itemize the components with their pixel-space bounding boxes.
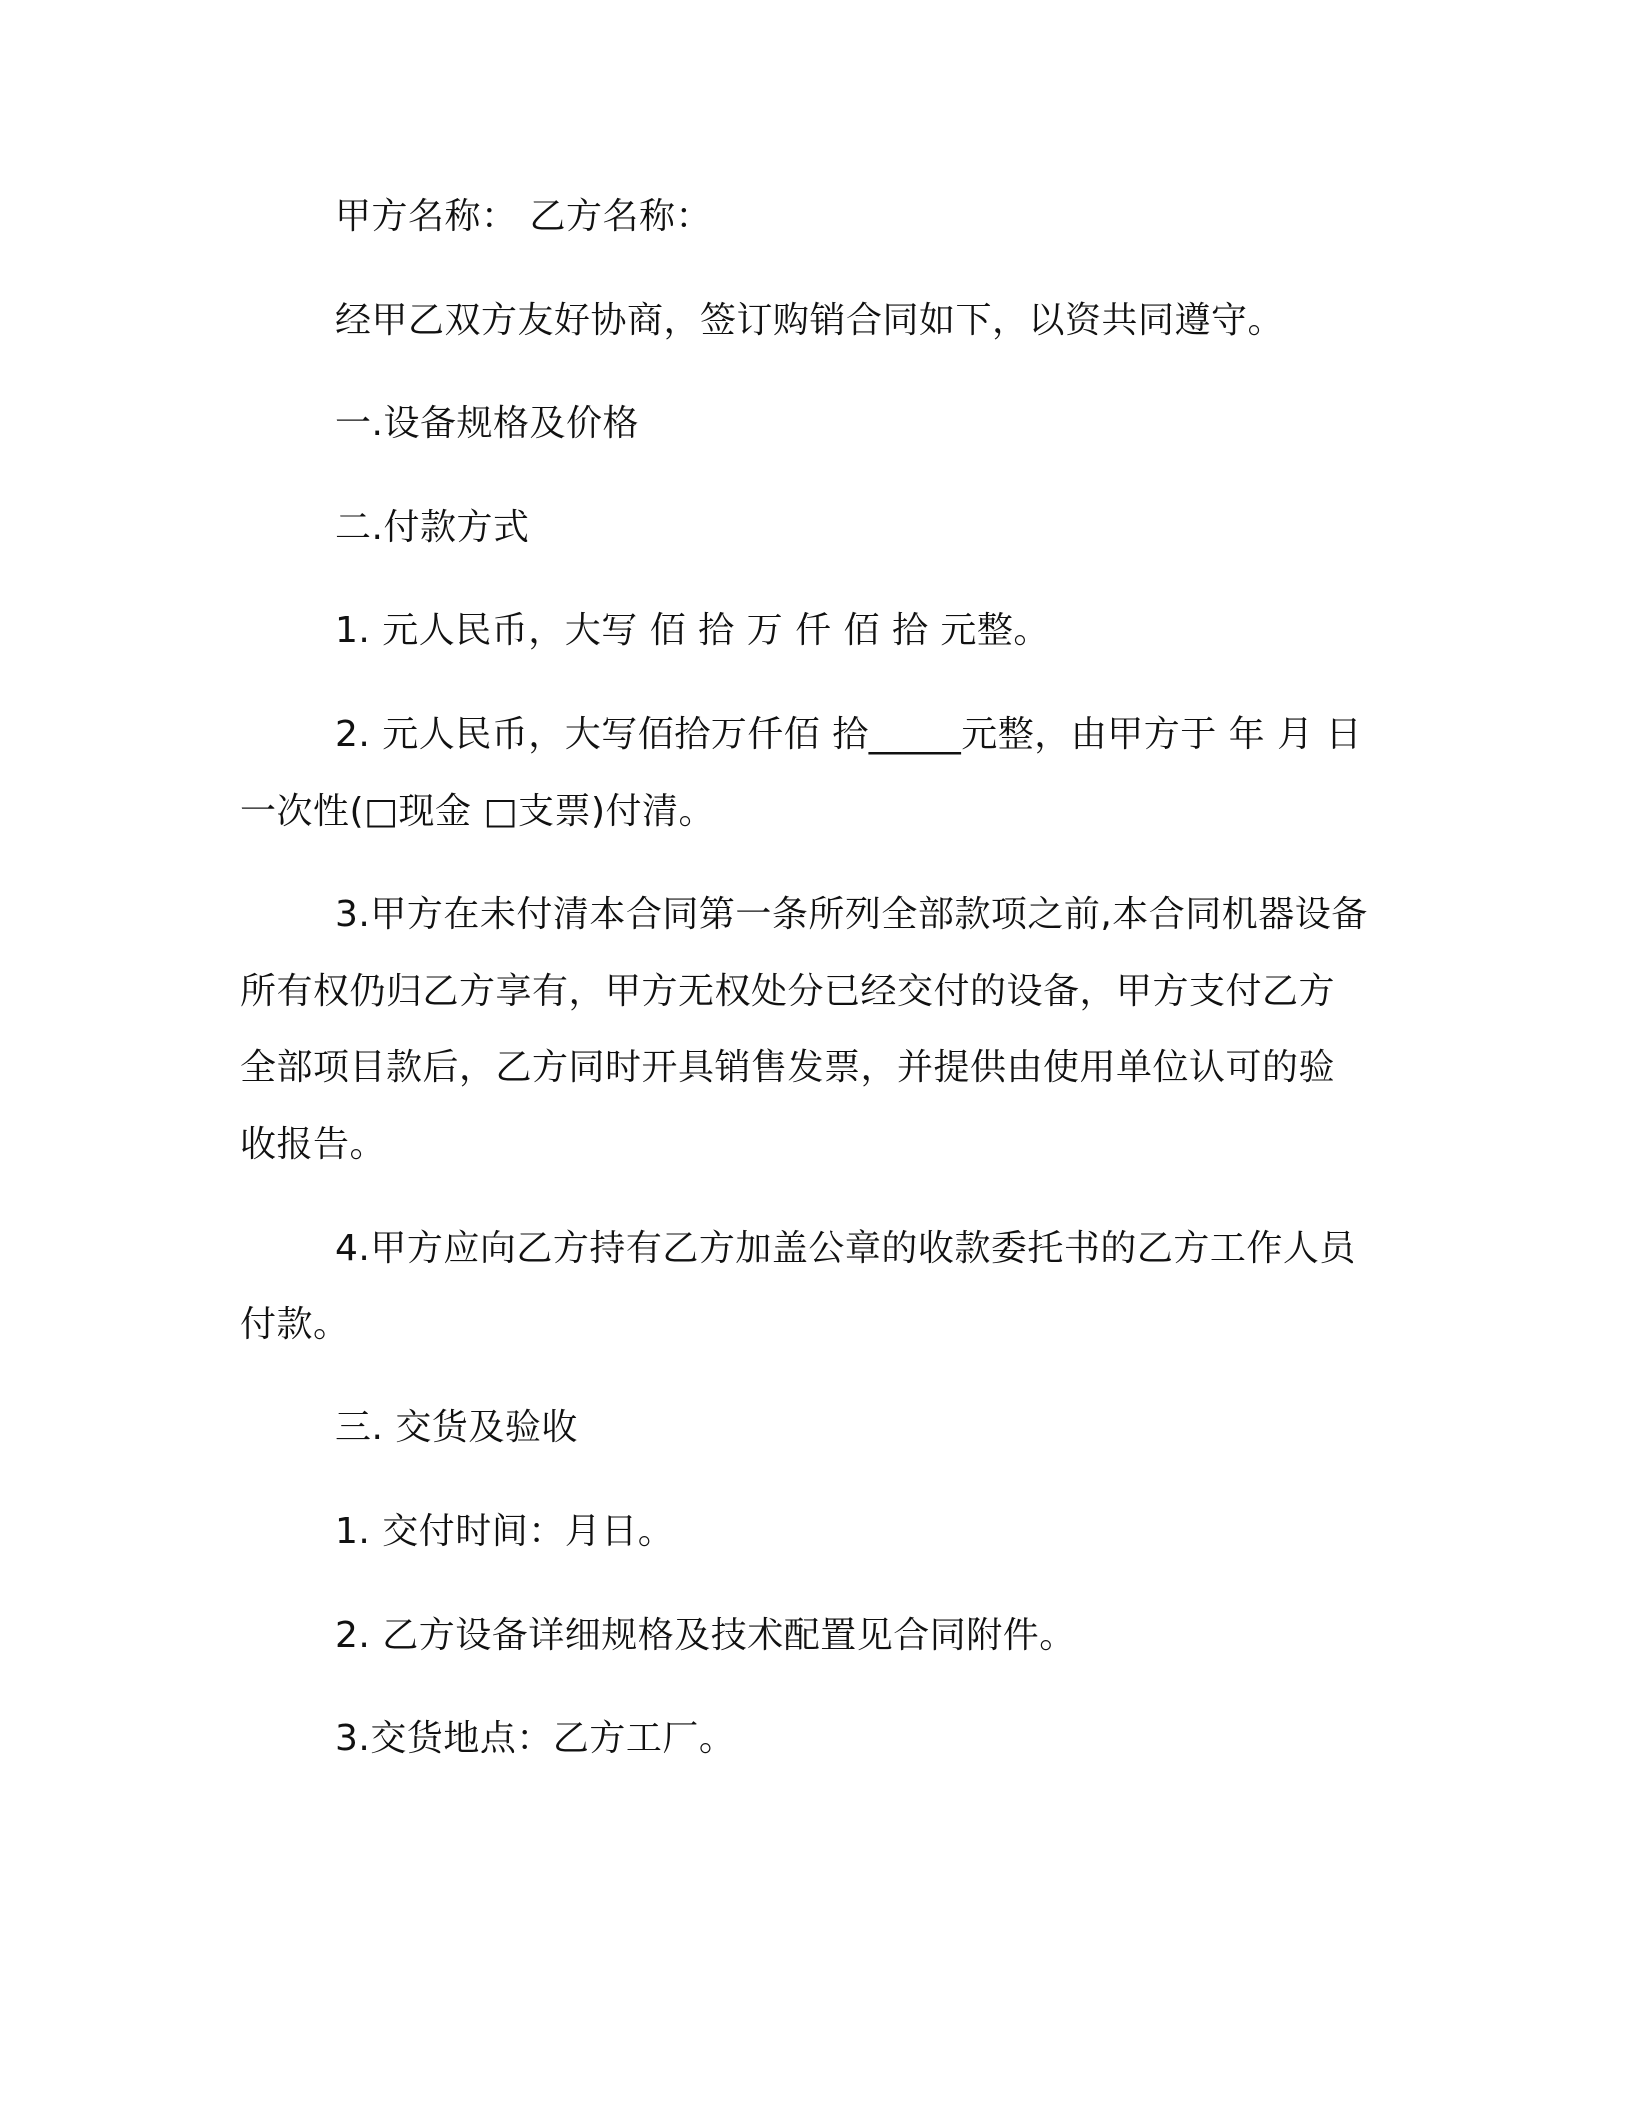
section-3-heading: 三. 交货及验收 [335,1407,578,1448]
payment-item-1: 1. 元人民币，大写 佰 拾 万 仟 佰 拾 元整。 [335,610,1050,651]
payment-item-3-line-4: 收报告。 [240,1124,387,1165]
payment-item-4-line-1: 4.甲方应向乙方持有乙方加盖公章的收款委托书的乙方工作人员 [335,1228,1356,1269]
payment-item-2-line-1: 2. 元人民币，大写佰拾万仟佰 拾_____元整，由甲方于 年 月 日 [335,714,1363,755]
payment-item-3-line-1: 3.甲方在未付清本合同第一条所列全部款项之前,本合同机器设备 [335,894,1368,935]
delivery-item-1: 1. 交付时间：月日。 [335,1511,675,1552]
delivery-item-3: 3.交货地点：乙方工厂。 [335,1718,736,1759]
parties-line: 甲方名称： 乙方名称： [335,196,712,237]
intro-paragraph: 经甲乙双方友好协商，签订购销合同如下，以资共同遵守。 [335,300,1285,341]
section-2-heading: 二.付款方式 [335,507,530,548]
payment-item-3-line-3: 全部项目款后，乙方同时开具销售发票，并提供由使用单位认可的验 [240,1047,1336,1088]
payment-item-2-line-2: 一次性(□现金 □支票)付清。 [240,791,716,832]
payment-item-4-line-2: 付款。 [240,1304,350,1345]
section-1-heading: 一.设备规格及价格 [335,403,639,444]
delivery-item-2: 2. 乙方设备详细规格及技术配置见合同附件。 [335,1615,1076,1656]
payment-item-3-line-2: 所有权仍归乙方享有，甲方无权处分已经交付的设备，甲方支付乙方 [240,971,1336,1012]
